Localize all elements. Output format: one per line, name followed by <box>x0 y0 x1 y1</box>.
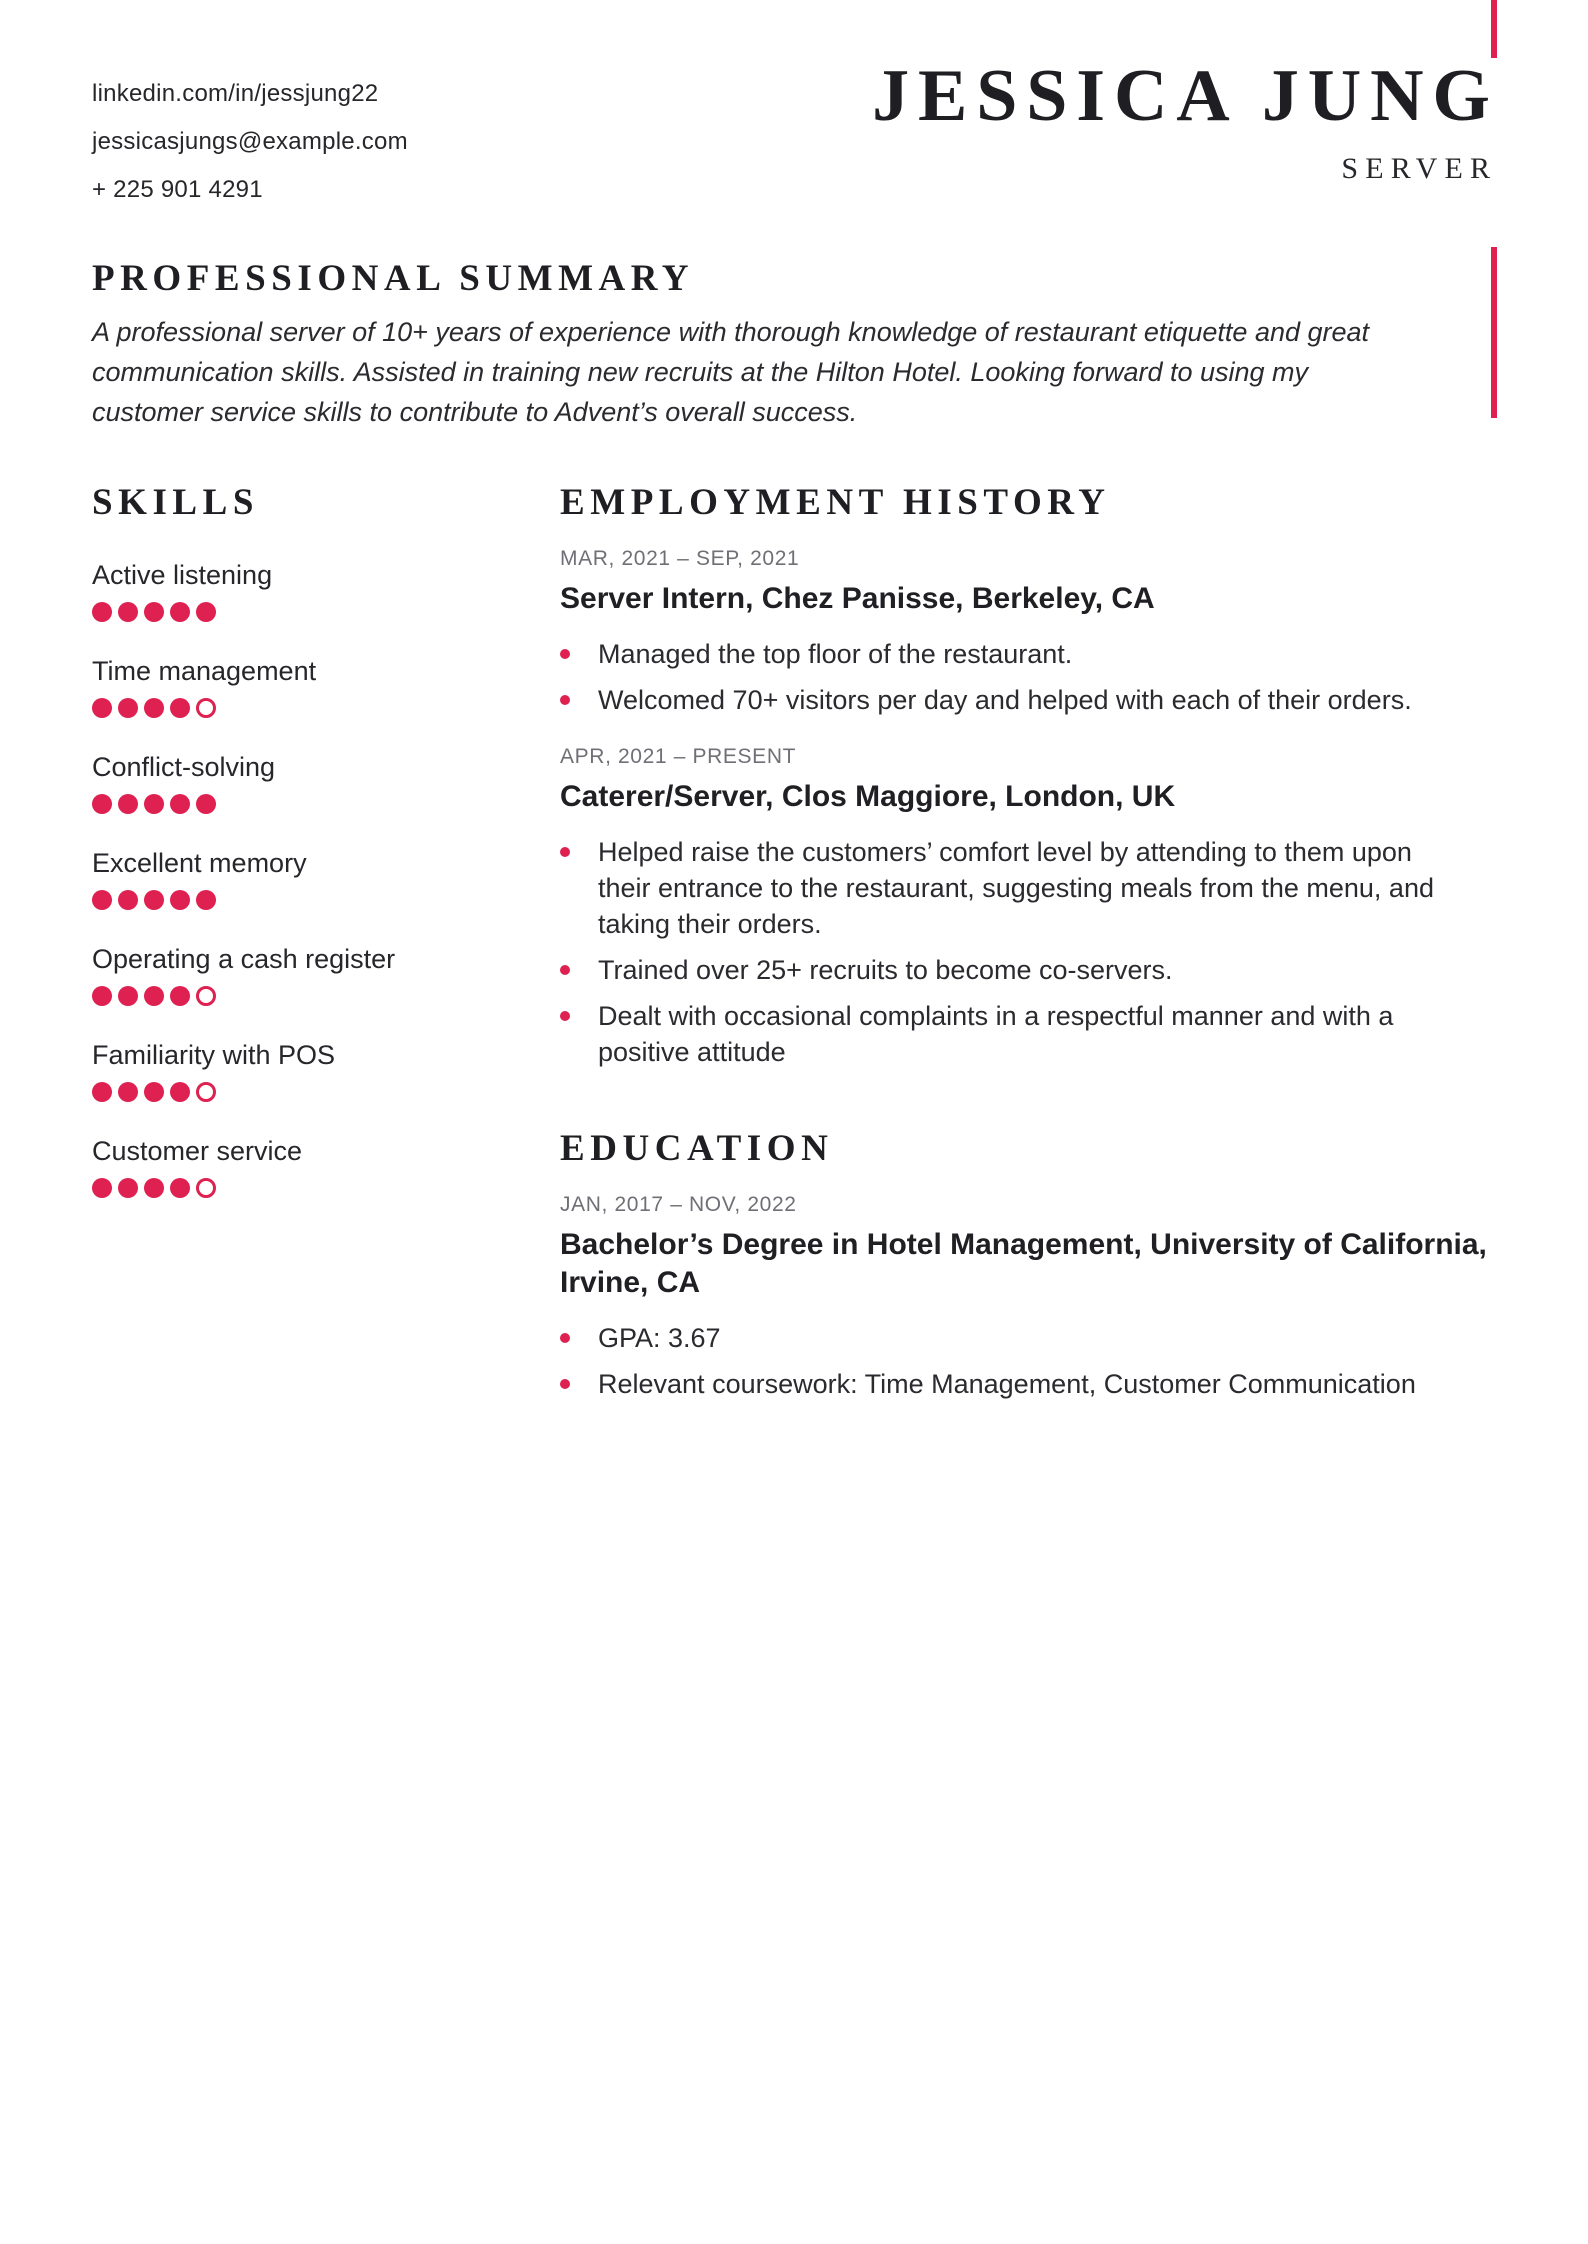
skill-dot-filled <box>118 1178 138 1198</box>
skill-dot-filled <box>144 1082 164 1102</box>
skill-dot-filled <box>92 602 112 622</box>
skill-dot-filled <box>92 1082 112 1102</box>
education-entry <box>560 1192 1490 1402</box>
contact-phone: + 225 901 4291 <box>92 176 263 203</box>
skill-dot-filled <box>170 794 190 814</box>
skill-item <box>92 560 560 622</box>
skill-label: Familiarity with POS <box>92 1040 336 1070</box>
skill-item <box>92 1040 560 1102</box>
skill-dot-filled <box>92 794 112 814</box>
skill-dot-filled <box>196 794 216 814</box>
bullet-item: Managed the top floor of the restaurant. <box>560 636 1452 672</box>
skill-dot-filled <box>118 1082 138 1102</box>
skill-dot-filled <box>118 794 138 814</box>
bullet-item: GPA: 3.67 <box>560 1320 1452 1356</box>
bullet-item: Helped raise the customers’ comfort level by attending to them upon their entrance to the restaurant, suggesting meals from the menu, and taking their orders. <box>560 834 1452 942</box>
candidate-role: SERVER <box>1341 152 1498 185</box>
education-dates: JAN, 2017 – NOV, 2022 <box>560 1193 797 1216</box>
skill-rating <box>92 698 560 718</box>
professional-summary-section <box>92 256 1490 432</box>
skill-dot-filled <box>170 890 190 910</box>
skill-dot-filled <box>170 1178 190 1198</box>
skill-dot-filled <box>170 698 190 718</box>
skill-dot-filled <box>144 794 164 814</box>
skill-rating <box>92 890 560 910</box>
skill-rating <box>92 602 560 622</box>
bullet-item: Welcomed 70+ visitors per day and helped with each of their orders. <box>560 682 1452 718</box>
skill-item <box>92 944 560 1006</box>
job-bullets <box>560 636 1490 718</box>
skill-dot-filled <box>118 890 138 910</box>
job-entry <box>560 546 1490 718</box>
skill-dot-filled <box>144 602 164 622</box>
skill-dot-filled <box>144 698 164 718</box>
bullet-item: Relevant coursework: Time Management, Customer Communication <box>560 1366 1452 1402</box>
skill-item <box>92 656 560 718</box>
skill-rating <box>92 794 560 814</box>
skill-rating <box>92 986 560 1006</box>
job-title: Caterer/Server, Clos Maggiore, London, UK <box>560 780 1176 813</box>
education-title: Bachelor’s Degree in Hotel Management, University of California, Irvine, CA <box>560 1228 1487 1299</box>
skill-dot-filled <box>118 698 138 718</box>
skill-dot-filled <box>170 1082 190 1102</box>
skill-dot-filled <box>118 602 138 622</box>
skill-label: Operating a cash register <box>92 944 396 974</box>
skill-label: Active listening <box>92 560 273 590</box>
skills-column <box>92 480 560 1412</box>
employment-history-heading: EMPLOYMENT HISTORY <box>560 482 1111 523</box>
skill-rating <box>92 1082 560 1102</box>
skill-label: Conflict-solving <box>92 752 276 782</box>
contact-linkedin: linkedin.com/in/jessjung22 <box>92 80 379 107</box>
skill-dot-filled <box>144 986 164 1006</box>
skill-label: Time management <box>92 656 317 686</box>
history-column <box>560 480 1490 1412</box>
skill-dot-filled <box>144 1178 164 1198</box>
skill-dot-filled <box>170 602 190 622</box>
skill-dot-filled <box>196 890 216 910</box>
name-block <box>872 0 1499 186</box>
skill-dot-filled <box>92 698 112 718</box>
candidate-name: JESSICA JUNG <box>872 55 1499 137</box>
skill-item <box>92 752 560 814</box>
skill-dot-filled <box>118 986 138 1006</box>
skill-dot-filled <box>144 890 164 910</box>
skill-label: Excellent memory <box>92 848 307 878</box>
skill-dot-empty <box>196 986 216 1006</box>
skill-item <box>92 1136 560 1198</box>
professional-summary-text: A professional server of 10+ years of experience with thorough knowledge of restaurant etiquette and great communication skills. Assisted in training new recruits at the Hilton Hotel. Looking forward to using my customer service skills to contribute to Advent’s overall success. <box>92 317 1370 427</box>
skill-label: Customer service <box>92 1136 303 1166</box>
job-title: Server Intern, Chez Panisse, Berkeley, CA <box>560 582 1155 615</box>
skill-dot-filled <box>92 890 112 910</box>
professional-summary-heading: PROFESSIONAL SUMMARY <box>92 258 695 299</box>
skill-dot-filled <box>92 986 112 1006</box>
skill-rating <box>92 1178 560 1198</box>
education-bullets <box>560 1320 1490 1402</box>
job-bullets <box>560 834 1490 1070</box>
job-entry <box>560 744 1490 1070</box>
contact-email: jessicasjungs@example.com <box>92 128 408 155</box>
skills-list <box>92 560 560 1198</box>
skill-dot-empty <box>196 1082 216 1102</box>
skill-dot-empty <box>196 698 216 718</box>
skill-dot-filled <box>170 986 190 1006</box>
skills-heading: SKILLS <box>92 482 259 523</box>
bullet-item: Dealt with occasional complaints in a respectful manner and with a positive attitude <box>560 998 1452 1070</box>
skill-dot-filled <box>196 602 216 622</box>
main-columns <box>92 480 1490 1412</box>
job-dates: MAR, 2021 – SEP, 2021 <box>560 547 800 570</box>
skill-item <box>92 848 560 910</box>
job-dates: APR, 2021 – PRESENT <box>560 745 797 768</box>
skill-dot-filled <box>92 1178 112 1198</box>
bullet-item: Trained over 25+ recruits to become co-servers. <box>560 952 1452 988</box>
header <box>92 0 1499 248</box>
skill-dot-empty <box>196 1178 216 1198</box>
education-section <box>560 1126 1490 1402</box>
education-heading: EDUCATION <box>560 1128 834 1169</box>
